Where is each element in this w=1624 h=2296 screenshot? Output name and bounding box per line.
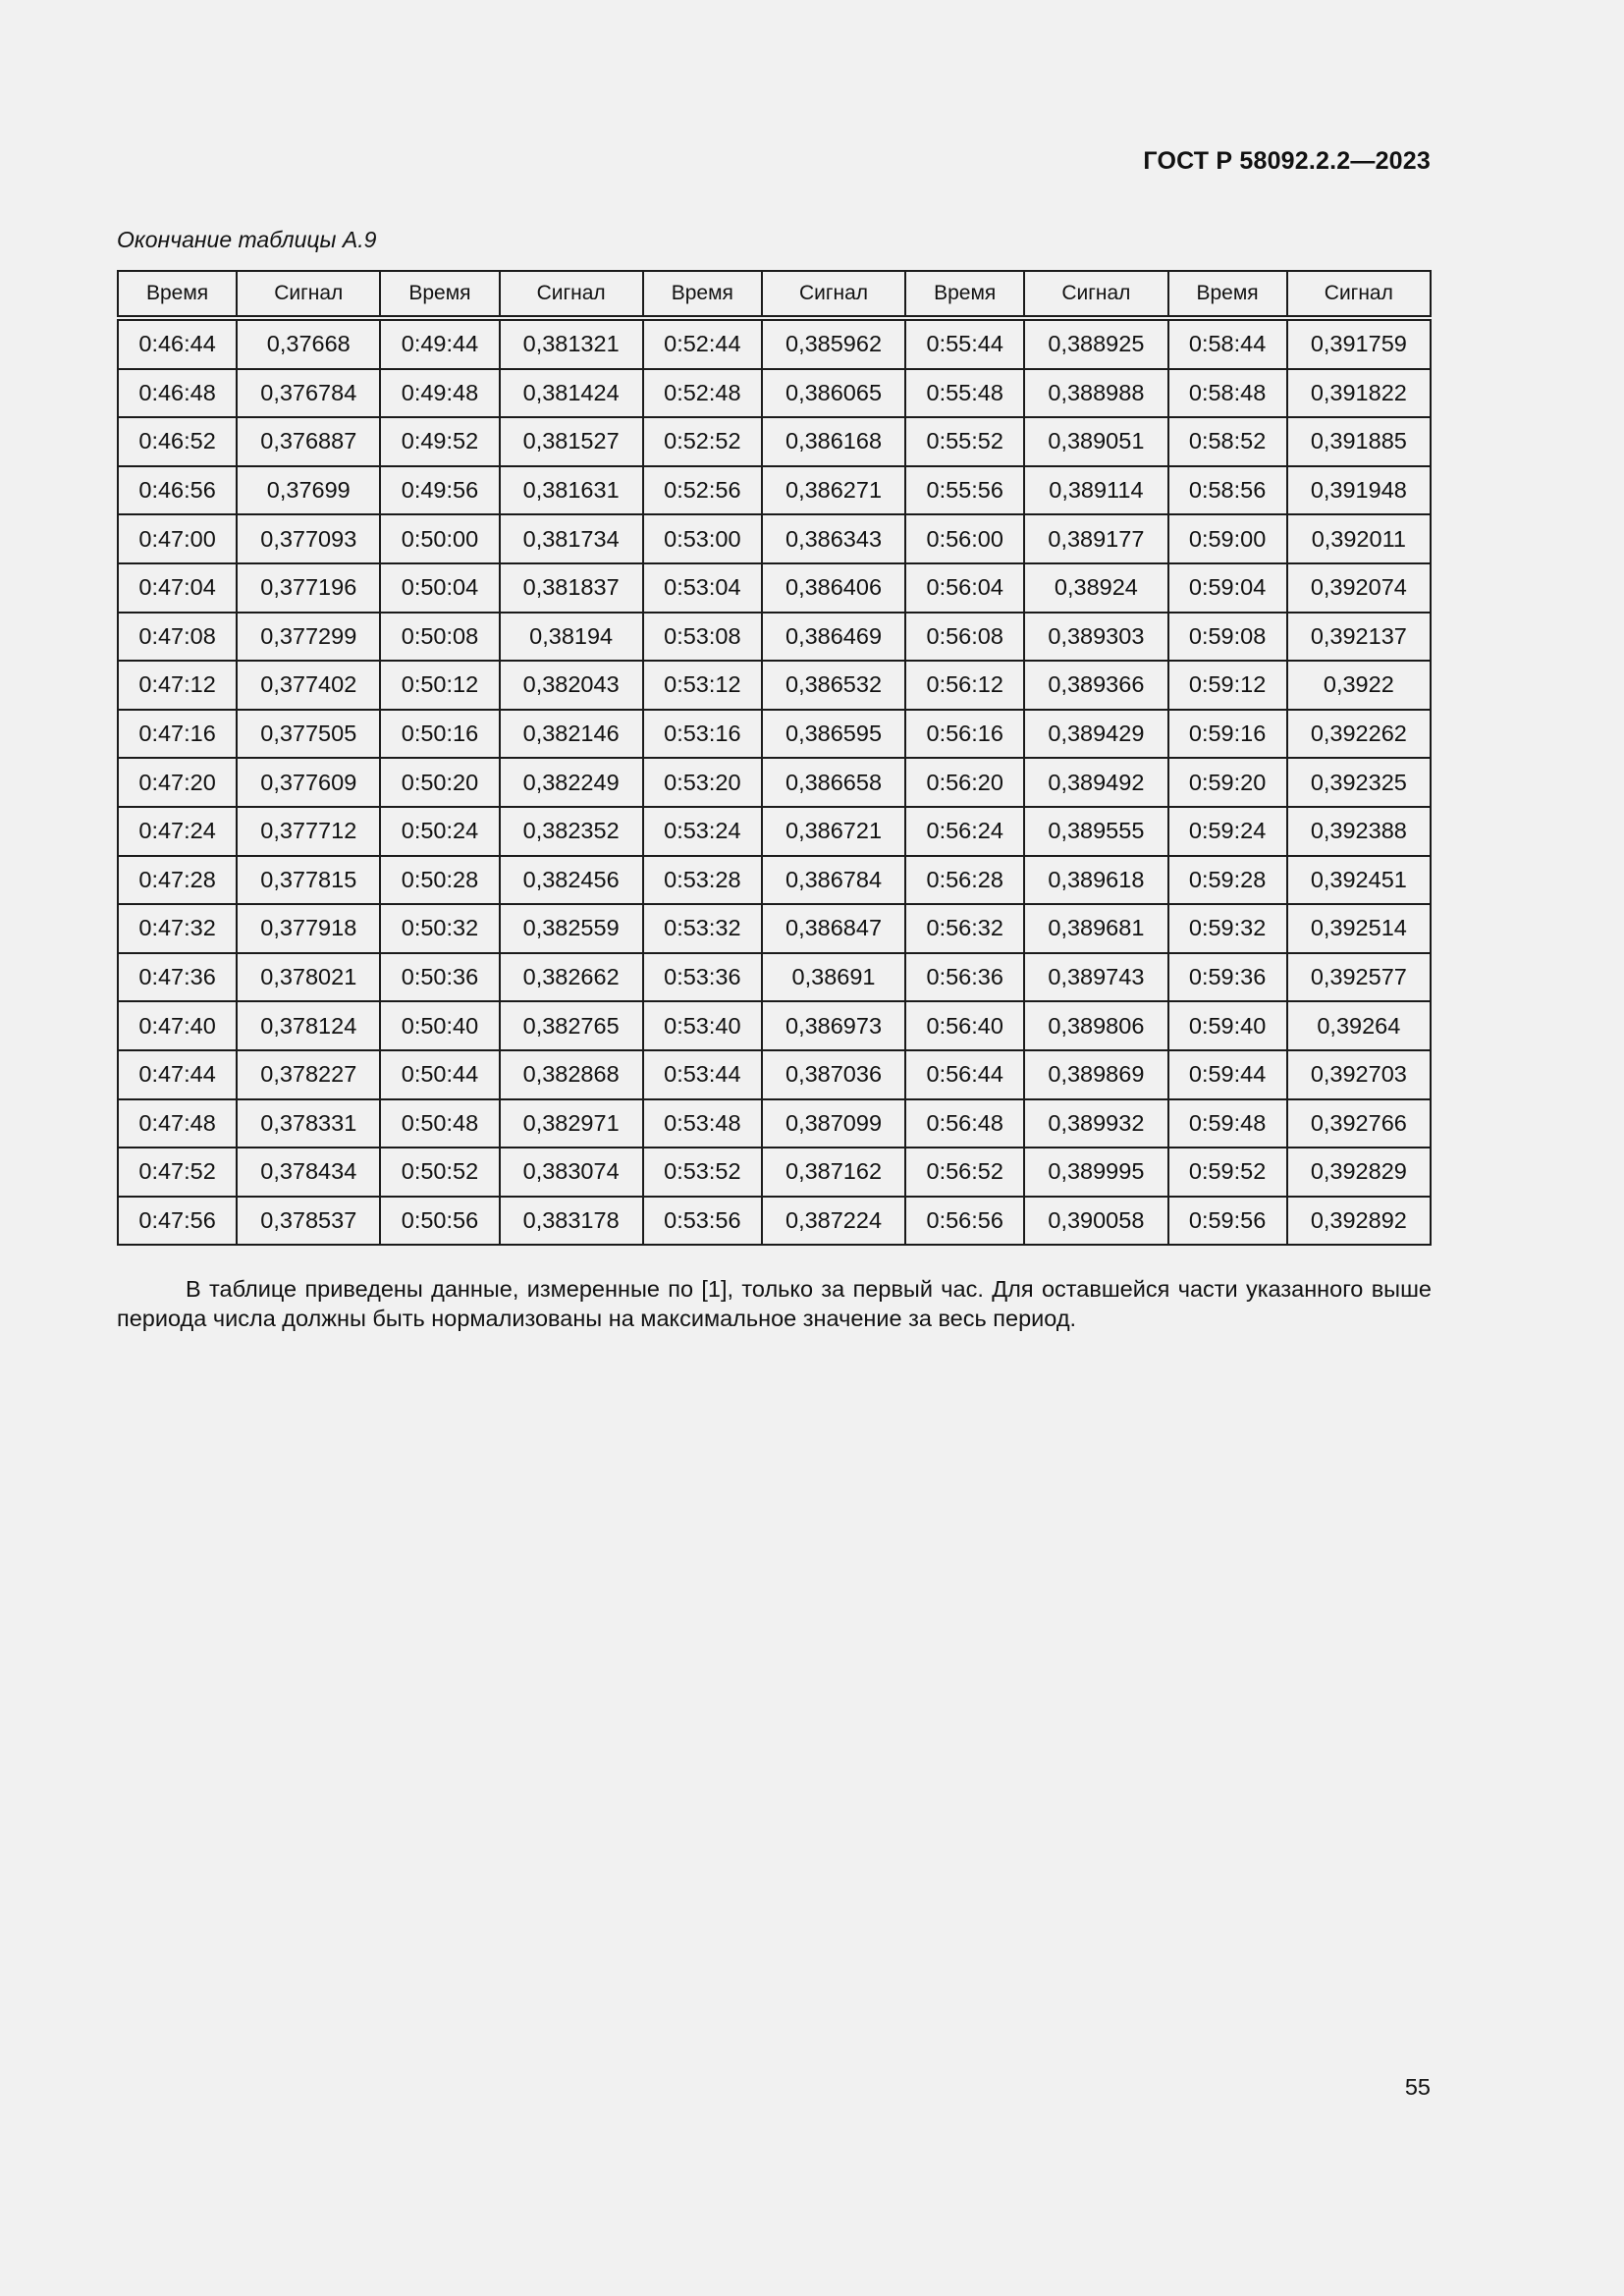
time-cell: 0:59:40 [1168,1001,1287,1050]
signal-cell: 0,382662 [500,953,643,1002]
signal-cell: 0,37668 [237,318,380,369]
signal-cell: 0,391948 [1287,466,1431,515]
signal-cell: 0,37699 [237,466,380,515]
signal-cell: 0,3922 [1287,661,1431,710]
time-cell: 0:53:12 [643,661,762,710]
signal-cell: 0,38691 [762,953,905,1002]
time-cell: 0:50:04 [380,563,499,613]
time-cell: 0:47:48 [118,1099,237,1148]
time-cell: 0:50:00 [380,514,499,563]
table-row [118,1197,1431,1246]
time-cell: 0:47:04 [118,563,237,613]
signal-cell: 0,386469 [762,613,905,662]
signal-cell: 0,392451 [1287,856,1431,905]
table-row [118,807,1431,856]
time-cell: 0:59:00 [1168,514,1287,563]
signal-cell: 0,383074 [500,1148,643,1197]
time-cell: 0:53:48 [643,1099,762,1148]
time-cell: 0:59:08 [1168,613,1287,662]
signal-cell: 0,381321 [500,318,643,369]
signal-cell: 0,38924 [1024,563,1167,613]
signal-cell: 0,377609 [237,758,380,807]
table-row [118,1001,1431,1050]
table-row [118,1099,1431,1148]
time-cell: 0:49:44 [380,318,499,369]
time-cell: 0:47:16 [118,710,237,759]
time-cell: 0:56:12 [905,661,1024,710]
table-row [118,466,1431,515]
table-row [118,563,1431,613]
signal-cell: 0,389492 [1024,758,1167,807]
time-cell: 0:56:04 [905,563,1024,613]
signal-cell: 0,389303 [1024,613,1167,662]
time-cell: 0:53:28 [643,856,762,905]
signal-cell: 0,377196 [237,563,380,613]
time-cell: 0:47:36 [118,953,237,1002]
time-cell: 0:49:52 [380,417,499,466]
signal-cell: 0,391885 [1287,417,1431,466]
time-cell: 0:47:00 [118,514,237,563]
time-cell: 0:46:52 [118,417,237,466]
time-cell: 0:46:48 [118,369,237,418]
signal-cell: 0,382559 [500,904,643,953]
signal-cell: 0,387162 [762,1148,905,1197]
signal-cell: 0,377918 [237,904,380,953]
time-cell: 0:58:56 [1168,466,1287,515]
time-cell: 0:50:24 [380,807,499,856]
time-cell: 0:59:28 [1168,856,1287,905]
signal-cell: 0,392074 [1287,563,1431,613]
signal-cell: 0,385962 [762,318,905,369]
table-row [118,1050,1431,1099]
signal-cell: 0,389743 [1024,953,1167,1002]
time-cell: 0:59:12 [1168,661,1287,710]
signal-cell: 0,377299 [237,613,380,662]
column-header: Сигнал [1287,271,1431,318]
table-row [118,661,1431,710]
signal-cell: 0,392829 [1287,1148,1431,1197]
signal-cell: 0,389429 [1024,710,1167,759]
signal-cell: 0,386658 [762,758,905,807]
column-header: Время [643,271,762,318]
document-code: ГОСТ Р 58092.2.2—2023 [1143,147,1431,175]
time-cell: 0:56:56 [905,1197,1024,1246]
signal-cell: 0,389681 [1024,904,1167,953]
time-cell: 0:52:44 [643,318,762,369]
time-cell: 0:47:56 [118,1197,237,1246]
signal-cell: 0,377712 [237,807,380,856]
signal-cell: 0,389177 [1024,514,1167,563]
column-header: Сигнал [1024,271,1167,318]
signal-cell: 0,378331 [237,1099,380,1148]
time-cell: 0:55:48 [905,369,1024,418]
signal-cell: 0,381424 [500,369,643,418]
time-cell: 0:47:44 [118,1050,237,1099]
signal-cell: 0,382765 [500,1001,643,1050]
table-row [118,318,1431,369]
table-row [118,904,1431,953]
signal-cell: 0,377093 [237,514,380,563]
signal-cell: 0,382352 [500,807,643,856]
time-cell: 0:56:16 [905,710,1024,759]
time-cell: 0:56:32 [905,904,1024,953]
signal-cell: 0,389051 [1024,417,1167,466]
time-cell: 0:55:44 [905,318,1024,369]
signal-cell: 0,386784 [762,856,905,905]
table-row [118,758,1431,807]
column-header: Сигнал [237,271,380,318]
signal-cell: 0,382043 [500,661,643,710]
signal-cell: 0,377505 [237,710,380,759]
signal-cell: 0,387036 [762,1050,905,1099]
time-cell: 0:47:20 [118,758,237,807]
signal-cell: 0,386343 [762,514,905,563]
time-cell: 0:52:52 [643,417,762,466]
time-cell: 0:52:56 [643,466,762,515]
time-cell: 0:56:40 [905,1001,1024,1050]
signal-cell: 0,392892 [1287,1197,1431,1246]
time-cell: 0:47:24 [118,807,237,856]
time-cell: 0:50:36 [380,953,499,1002]
time-cell: 0:50:28 [380,856,499,905]
time-cell: 0:50:52 [380,1148,499,1197]
time-cell: 0:49:48 [380,369,499,418]
time-cell: 0:59:44 [1168,1050,1287,1099]
signal-cell: 0,376784 [237,369,380,418]
time-cell: 0:59:24 [1168,807,1287,856]
time-cell: 0:56:24 [905,807,1024,856]
column-header: Время [118,271,237,318]
signal-cell: 0,386721 [762,807,905,856]
time-cell: 0:56:08 [905,613,1024,662]
time-cell: 0:47:08 [118,613,237,662]
time-cell: 0:50:48 [380,1099,499,1148]
signal-cell: 0,391822 [1287,369,1431,418]
signal-cell: 0,381527 [500,417,643,466]
time-cell: 0:53:52 [643,1148,762,1197]
table-row [118,710,1431,759]
column-header: Время [1168,271,1287,318]
time-cell: 0:53:32 [643,904,762,953]
time-cell: 0:59:16 [1168,710,1287,759]
signal-cell: 0,392325 [1287,758,1431,807]
signal-cell: 0,386532 [762,661,905,710]
signal-cell: 0,386065 [762,369,905,418]
signal-cell: 0,381837 [500,563,643,613]
signal-cell: 0,377815 [237,856,380,905]
note-text: В таблице приведены данные, измеренные по [1], только за первый час. Для оставшейся части указанного выше периода числа должны быть нормализованы на максимальное значение за весь период. [117,1276,1432,1331]
table-row [118,613,1431,662]
column-header: Сигнал [762,271,905,318]
signal-cell: 0,389806 [1024,1001,1167,1050]
signal-cell: 0,388988 [1024,369,1167,418]
signal-cell: 0,382456 [500,856,643,905]
time-cell: 0:59:56 [1168,1197,1287,1246]
table-row [118,514,1431,563]
signal-cell: 0,392514 [1287,904,1431,953]
signal-cell: 0,392137 [1287,613,1431,662]
time-cell: 0:53:40 [643,1001,762,1050]
table-row [118,417,1431,466]
column-header: Время [905,271,1024,318]
signal-cell: 0,389114 [1024,466,1167,515]
time-cell: 0:55:52 [905,417,1024,466]
time-cell: 0:53:00 [643,514,762,563]
table-body [118,318,1431,1245]
signal-cell: 0,382971 [500,1099,643,1148]
signal-cell: 0,381631 [500,466,643,515]
signal-cell: 0,392766 [1287,1099,1431,1148]
time-cell: 0:56:20 [905,758,1024,807]
signal-cell: 0,386595 [762,710,905,759]
time-cell: 0:58:48 [1168,369,1287,418]
signal-cell: 0,389366 [1024,661,1167,710]
signal-cell: 0,382249 [500,758,643,807]
signal-cell: 0,389869 [1024,1050,1167,1099]
time-cell: 0:53:04 [643,563,762,613]
table-row [118,369,1431,418]
time-cell: 0:47:40 [118,1001,237,1050]
signal-cell: 0,388925 [1024,318,1167,369]
signal-cell: 0,386168 [762,417,905,466]
time-cell: 0:47:28 [118,856,237,905]
table-row [118,1148,1431,1197]
time-cell: 0:50:40 [380,1001,499,1050]
time-cell: 0:59:36 [1168,953,1287,1002]
time-cell: 0:50:44 [380,1050,499,1099]
time-cell: 0:59:52 [1168,1148,1287,1197]
time-cell: 0:59:20 [1168,758,1287,807]
time-cell: 0:50:12 [380,661,499,710]
signal-cell: 0,389995 [1024,1148,1167,1197]
signal-cell: 0,38194 [500,613,643,662]
signal-cell: 0,387099 [762,1099,905,1148]
time-cell: 0:52:48 [643,369,762,418]
time-cell: 0:50:32 [380,904,499,953]
time-cell: 0:53:20 [643,758,762,807]
signal-cell: 0,386406 [762,563,905,613]
time-cell: 0:56:28 [905,856,1024,905]
signal-cell: 0,389555 [1024,807,1167,856]
signal-cell: 0,378021 [237,953,380,1002]
signal-cell: 0,387224 [762,1197,905,1246]
signal-cell: 0,378537 [237,1197,380,1246]
time-cell: 0:50:56 [380,1197,499,1246]
time-cell: 0:56:36 [905,953,1024,1002]
signal-cell: 0,382868 [500,1050,643,1099]
signal-cell: 0,383178 [500,1197,643,1246]
time-cell: 0:49:56 [380,466,499,515]
table-note [117,1274,1432,1333]
signal-cell: 0,390058 [1024,1197,1167,1246]
data-table [117,270,1432,1246]
table-caption: Окончание таблицы А.9 [117,227,377,252]
column-header: Сигнал [500,271,643,318]
time-cell: 0:58:44 [1168,318,1287,369]
time-cell: 0:53:44 [643,1050,762,1099]
time-cell: 0:50:16 [380,710,499,759]
signal-cell: 0,386271 [762,466,905,515]
page-number: 55 [1404,2074,1431,2100]
signal-cell: 0,378227 [237,1050,380,1099]
signal-cell: 0,392262 [1287,710,1431,759]
time-cell: 0:50:08 [380,613,499,662]
signal-cell: 0,392388 [1287,807,1431,856]
time-cell: 0:53:56 [643,1197,762,1246]
table-row [118,953,1431,1002]
signal-cell: 0,376887 [237,417,380,466]
time-cell: 0:53:36 [643,953,762,1002]
table-row [118,856,1431,905]
time-cell: 0:56:44 [905,1050,1024,1099]
signal-cell: 0,389618 [1024,856,1167,905]
time-cell: 0:47:52 [118,1148,237,1197]
signal-cell: 0,386973 [762,1001,905,1050]
signal-cell: 0,381734 [500,514,643,563]
time-cell: 0:59:32 [1168,904,1287,953]
time-cell: 0:47:32 [118,904,237,953]
signal-cell: 0,378124 [237,1001,380,1050]
time-cell: 0:47:12 [118,661,237,710]
signal-cell: 0,378434 [237,1148,380,1197]
table-header-row [118,271,1431,318]
signal-cell: 0,392703 [1287,1050,1431,1099]
signal-cell: 0,377402 [237,661,380,710]
time-cell: 0:46:56 [118,466,237,515]
signal-cell: 0,39264 [1287,1001,1431,1050]
time-cell: 0:56:00 [905,514,1024,563]
time-cell: 0:56:52 [905,1148,1024,1197]
time-cell: 0:53:16 [643,710,762,759]
signal-cell: 0,389932 [1024,1099,1167,1148]
signal-cell: 0,386847 [762,904,905,953]
signal-cell: 0,392577 [1287,953,1431,1002]
time-cell: 0:53:08 [643,613,762,662]
time-cell: 0:53:24 [643,807,762,856]
time-cell: 0:56:48 [905,1099,1024,1148]
column-header: Время [380,271,499,318]
signal-cell: 0,392011 [1287,514,1431,563]
time-cell: 0:46:44 [118,318,237,369]
time-cell: 0:59:04 [1168,563,1287,613]
signal-cell: 0,391759 [1287,318,1431,369]
signal-cell: 0,382146 [500,710,643,759]
time-cell: 0:55:56 [905,466,1024,515]
time-cell: 0:50:20 [380,758,499,807]
time-cell: 0:59:48 [1168,1099,1287,1148]
time-cell: 0:58:52 [1168,417,1287,466]
